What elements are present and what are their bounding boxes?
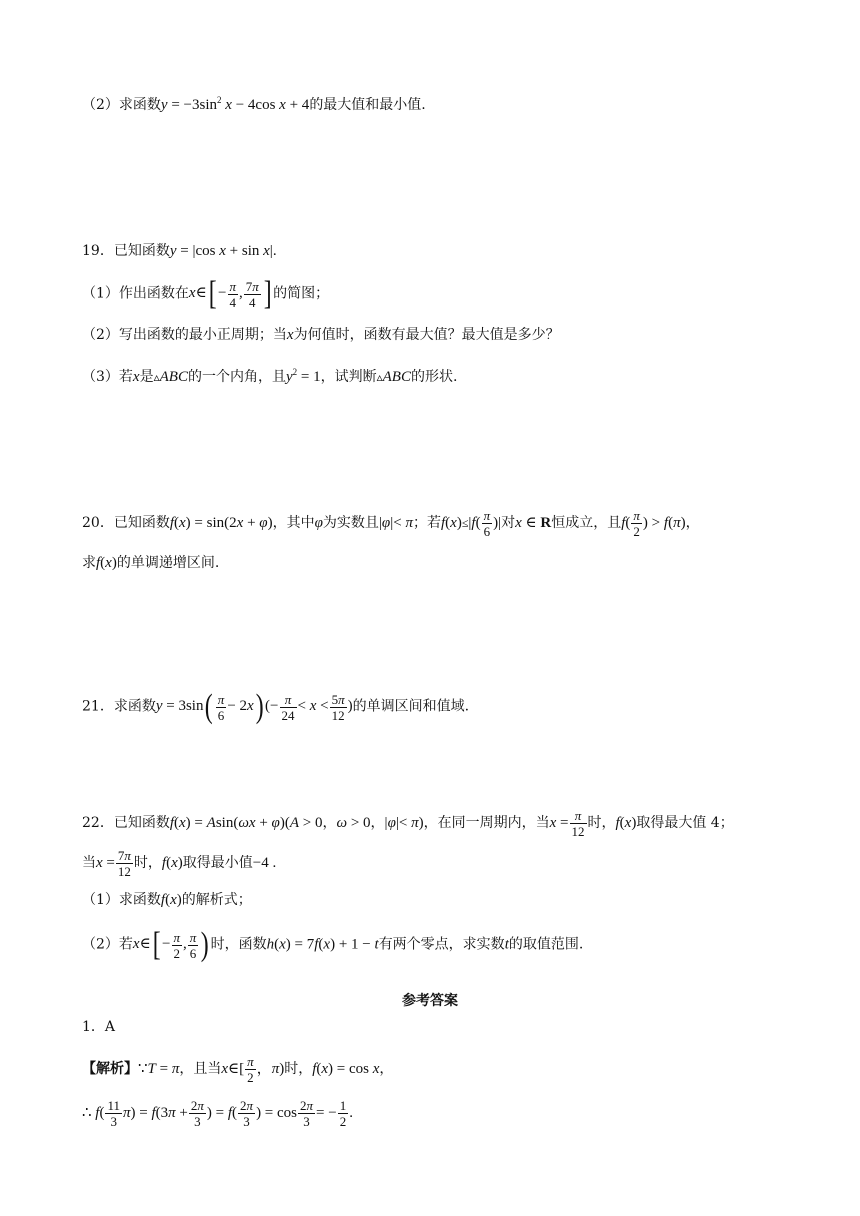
formula: y = 3sin( $\frac{\pi}{6}$ − 2x) (− $\frac{\pi}{24}$ < x < $\frac{5\pi}{12}$ ) [155, 688, 353, 725]
q22-line2 [82, 848, 276, 879]
analysis-text: ，且当 [179, 1060, 222, 1077]
question-text: ；若 [412, 514, 441, 531]
formula: ω > 0 [336, 814, 371, 831]
part-text: 的一个内角，且 [187, 369, 286, 385]
q18-part2 [82, 96, 426, 113]
q18-part2-prefix: （2）求函数 [82, 97, 161, 113]
formula: x ∈ R [515, 514, 552, 531]
q18-part2-suffix: 的最大值和最小值. [309, 97, 426, 113]
part-text: 时，函数 [210, 936, 267, 953]
question-text: 恒成立，且 [551, 514, 622, 531]
part-text: 的形状. [410, 369, 458, 385]
formula: ▵ABC [153, 369, 188, 385]
formula: x = $\frac{\pi}{12}$ [549, 808, 585, 839]
part-text: 有两个零点，求实数 [378, 936, 505, 953]
q20-line2 [82, 556, 219, 571]
answer-analysis [82, 1054, 393, 1085]
formula: |φ|< π) [384, 814, 424, 831]
part-text: 是 [139, 369, 154, 385]
formula: $y = -3\sin^2$ x − 4cos x + 4 [160, 95, 310, 113]
question-text: 当 [82, 854, 96, 871]
answer-item-1: 1．A [82, 1019, 116, 1035]
formula: t [504, 936, 509, 953]
formula: x∈[ $\frac{\pi}{2}$ ，π) [221, 1054, 285, 1085]
question-text: 已知函数 [113, 814, 170, 831]
formula: f(x) = Asin(ωx + φ)(A > 0 [169, 814, 323, 831]
formula: f(x)≤|f( $\frac{\pi}{6}$ )| [440, 508, 502, 539]
question-text: 时， [133, 854, 162, 871]
formula: φ [314, 514, 323, 531]
formula: f(x) = cos x [312, 1060, 380, 1077]
part-text: ，试判断 [320, 369, 377, 385]
formula: f( $\frac{\pi}{2}$ ) > f(π) [621, 508, 686, 539]
part-text: 的取值范围. [508, 936, 584, 953]
question-text: 取得最小值 [182, 854, 253, 871]
question-number: 21． [82, 698, 114, 715]
part-text: （1）作出函数在 [82, 285, 189, 302]
answers-title: 参考答案 [402, 993, 458, 1009]
question-text: 已知函数 [113, 514, 170, 531]
question-number: 22． [82, 814, 114, 831]
q22-line1 [82, 808, 734, 839]
q19-part3 [82, 368, 457, 385]
formula: |φ|< π [378, 514, 413, 531]
q19-stem [82, 244, 277, 259]
q20-line1 [82, 508, 700, 539]
formula: f(x) [615, 814, 637, 831]
question-text: 求 [82, 555, 96, 571]
question-text: 时， [587, 814, 616, 831]
formula: h(x) = 7f(x) + 1 − t [266, 936, 379, 953]
formula: f(x) [96, 555, 117, 571]
question-text: ， [370, 814, 385, 831]
answer-derivation [82, 1098, 353, 1129]
formula: ▵ABC [376, 369, 411, 385]
question-text: 已知函数 [113, 243, 170, 259]
formula: x = $\frac{7\pi}{12}$ [96, 848, 131, 879]
q19-part2 [82, 328, 560, 343]
formula: −4 . [252, 854, 277, 871]
formula: ∵T = π [138, 1060, 180, 1077]
question-text: 的单调区间和值域. [352, 698, 470, 715]
formula: x [132, 369, 140, 385]
part-text: 的简图； [273, 285, 330, 302]
formula: $y^2 = 1$ [285, 367, 321, 385]
formula: f(x) = sin(2x + φ) [169, 514, 273, 531]
analysis-text: ， [379, 1060, 394, 1077]
question-text: ，其中 [272, 514, 315, 531]
question-text: ， [685, 514, 700, 531]
question-text: 为实数且 [322, 514, 379, 531]
question-text: 取得最大值 4； [636, 814, 734, 831]
formula: y = |cos x + sin x|. [169, 243, 277, 259]
question-number: 19． [82, 243, 114, 259]
formula: x∈[ − $\frac{\pi}{2}$ , $\frac{\pi}{6}$ ) [132, 926, 209, 963]
q22-part1 [82, 893, 252, 908]
formula: ∴ f( $\frac{11}{3}$ π) = f(3π + $\frac{2\pi}{3}$ ) = f( $\frac{2\pi}{3}$ ) = cos $\frac{2\pi}{3}$ = − $\frac{1}{2}$ . [82, 1098, 353, 1129]
question-text: 的单调递增区间. [116, 555, 220, 571]
part-text: 为何值时，函数有最大值？最大值是多少？ [293, 327, 560, 343]
part-text: 的解析式； [181, 892, 252, 908]
formula: f(x) [160, 892, 182, 908]
part-text: （1）求函数 [82, 892, 161, 908]
question-text: 对 [501, 514, 516, 531]
question-text: ， [322, 814, 337, 831]
q22-part2 [82, 928, 583, 962]
part-text: （3）若 [82, 369, 133, 385]
analysis-label: 【解析】 [82, 1060, 138, 1077]
formula: x [286, 327, 294, 343]
question-text: ，在同一周期内，当 [423, 814, 550, 831]
q21 [82, 690, 469, 724]
analysis-text: 时， [284, 1060, 313, 1077]
question-number: 20． [82, 514, 114, 531]
q19-part1 [82, 277, 329, 311]
formula: x∈[ − $\frac{\pi}{4}$ , $\frac{7\pi}{4}$ ] [188, 275, 272, 312]
part-text: （2）写出函数的最小正周期；当 [82, 327, 287, 343]
formula: f(x) [161, 854, 183, 871]
part-text: （2）若 [82, 936, 133, 953]
question-text: 求函数 [113, 698, 156, 715]
